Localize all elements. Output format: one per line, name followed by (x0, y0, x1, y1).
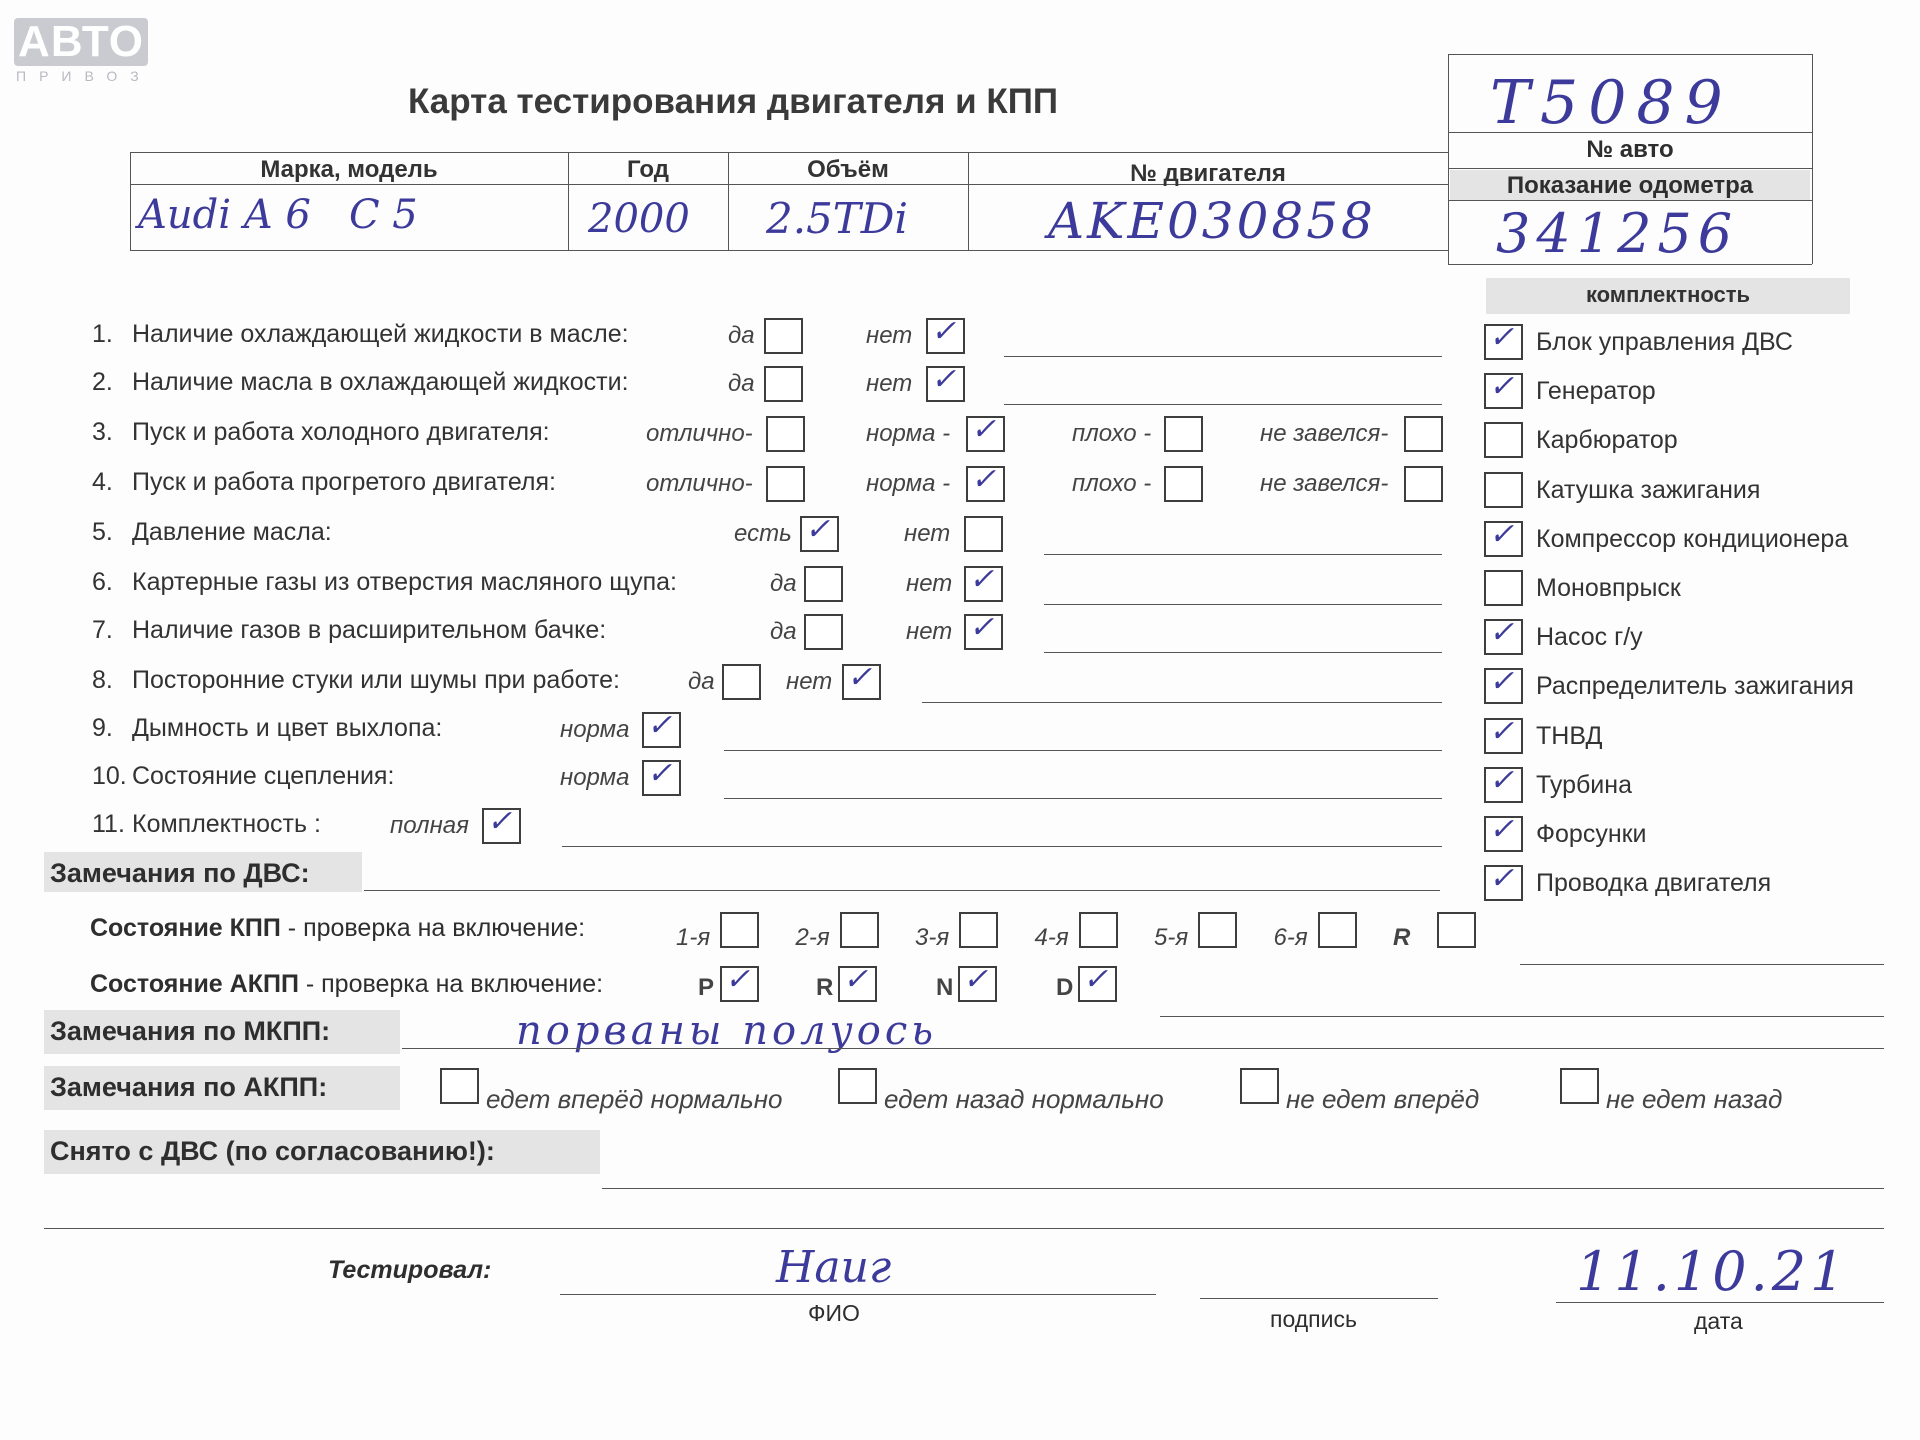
akpp-mode-label: R (816, 974, 834, 1001)
kit-item-label: Моновпрыск (1536, 574, 1681, 602)
check-option-label: норма (560, 716, 630, 743)
check-option-label: нет (906, 570, 953, 597)
akpp-option-label: едет вперёд нормально (486, 1084, 783, 1114)
gear-box[interactable] (840, 912, 879, 948)
check-option-box[interactable] (800, 512, 839, 552)
engine-number-value: AKE030858 (1048, 192, 1376, 250)
akpp-mode-box[interactable] (720, 962, 759, 1002)
mkpp-notes-value: порваны полуось (516, 1008, 937, 1054)
kit-checkbox[interactable] (1484, 664, 1523, 704)
check-option-box[interactable] (766, 416, 805, 452)
akpp-option-box[interactable] (1240, 1068, 1279, 1104)
check-notes-line[interactable] (724, 798, 1442, 799)
check-question: Комплектность : (132, 810, 321, 838)
check-option-label: да (688, 668, 715, 695)
check-notes-line[interactable] (562, 846, 1442, 847)
kit-checkbox[interactable] (1484, 713, 1523, 754)
check-option-box-mark: ✓ (969, 610, 995, 645)
check-option-label: не завелся- (1260, 470, 1389, 497)
akpp-mode-box-mark: ✓ (725, 962, 751, 997)
check-option-label: нет (786, 668, 833, 695)
check-notes-line[interactable] (1044, 652, 1442, 653)
check-option-box-mark: ✓ (971, 412, 997, 447)
check-number: 8. (92, 666, 113, 694)
check-question: Картерные газы из отверстия масляного щупа: (132, 568, 677, 596)
akpp-mode-label: N (936, 974, 954, 1001)
gear-label: 3-я (915, 924, 950, 951)
check-number: 9. (92, 714, 113, 742)
tester-name-value: Наиг (776, 1242, 892, 1293)
gear-box[interactable] (1198, 912, 1237, 948)
kit-checkbox-mark: ✓ (1489, 516, 1515, 552)
column-header-model: Марка, модель (260, 156, 438, 183)
check-option-box[interactable] (766, 466, 805, 502)
check-option-label: отлично- (646, 470, 753, 497)
kit-item-label: Проводка двигателя (1536, 869, 1772, 898)
akpp-label: Состояние АКПП - проверка на включение: (90, 970, 604, 998)
kit-checkbox-mark: ✓ (1489, 664, 1515, 700)
akpp-option-box[interactable] (440, 1068, 479, 1104)
check-question: Наличие газов в расширительном бачке: (132, 616, 607, 644)
check-option-box[interactable] (804, 614, 843, 650)
akpp-mode-box-mark: ✓ (963, 962, 989, 997)
auto-number-box (1448, 54, 1812, 264)
check-option-box[interactable] (842, 660, 881, 700)
logo-subtitle: ПРИВОЗ (16, 68, 152, 84)
auto-number-label: № авто (1586, 136, 1674, 163)
akpp-option-label: не едет вперёд (1286, 1084, 1480, 1114)
kit-checkbox[interactable] (1484, 762, 1523, 803)
signature-line[interactable] (1200, 1298, 1438, 1299)
check-option-box[interactable] (926, 362, 965, 402)
check-question: Пуск и работа прогретого двигателя: (132, 468, 556, 496)
check-option-box[interactable] (966, 462, 1005, 502)
check-question: Наличие охлаждающей жидкости в масле: (132, 320, 629, 348)
check-option-label: полная (390, 812, 469, 839)
check-notes-line[interactable] (1044, 604, 1442, 605)
kit-item-label: Катушка зажигания (1536, 475, 1761, 504)
removed-label: Снято с ДВС (по согласованию!): (50, 1136, 495, 1166)
check-option-box[interactable] (804, 566, 843, 602)
akpp-mode-box[interactable] (838, 962, 877, 1002)
check-option-box[interactable] (926, 314, 965, 354)
kit-checkbox[interactable] (1484, 516, 1523, 557)
kit-checkbox[interactable] (1484, 861, 1523, 901)
check-number: 4. (92, 468, 113, 496)
check-notes-line[interactable] (922, 702, 1442, 703)
date-label: дата (1694, 1308, 1743, 1334)
odometer-value: 341256 (1496, 202, 1739, 265)
check-option-label: нет (866, 322, 913, 349)
signature-label: подпись (1270, 1306, 1357, 1332)
kit-item-label: Компрессор кондиционера (1536, 524, 1849, 553)
check-option-box-mark: ✓ (931, 362, 957, 397)
check-notes-line[interactable] (724, 750, 1442, 751)
check-option-box-mark: ✓ (971, 462, 997, 497)
check-question: Посторонние стуки или шумы при работе: (132, 666, 620, 694)
kit-item-label: Генератор (1536, 377, 1656, 406)
check-option-box[interactable] (964, 516, 1003, 552)
check-option-label: нет (904, 520, 951, 547)
check-option-box-mark: ✓ (969, 562, 995, 597)
akpp-mode-box-mark: ✓ (843, 962, 869, 997)
vehicle-header-table (130, 152, 1448, 252)
volume-value: 2.5TDi (766, 194, 908, 243)
kit-checkbox[interactable] (1484, 615, 1523, 655)
check-option-label: норма - (866, 470, 951, 497)
check-question: Наличие масла в охлаждающей жидкости: (132, 368, 629, 396)
check-option-label: плохо - (1072, 470, 1152, 497)
check-option-box-mark: ✓ (647, 756, 673, 791)
auto-number-value: T5089 (1490, 68, 1733, 138)
check-option-label: нет (866, 370, 913, 397)
check-question: Пуск и работа холодного двигателя: (132, 418, 550, 446)
kit-title: комплектность (1585, 282, 1751, 307)
kit-item-label: Блок управления ДВС (1536, 328, 1793, 356)
check-notes-line[interactable] (1004, 404, 1442, 405)
gear-box[interactable] (720, 912, 759, 948)
check-option-label: да (770, 570, 797, 597)
akpp-mode-box[interactable] (1078, 962, 1117, 1002)
kit-item-label: ТНВД (1536, 721, 1603, 750)
gear-box[interactable] (1437, 912, 1476, 948)
akpp-mode-label: P (698, 974, 715, 1001)
akpp-option-label: не едет назад (1606, 1084, 1783, 1114)
check-notes-line[interactable] (1044, 554, 1442, 555)
column-header-year: Год (627, 156, 669, 183)
check-option-box-mark: ✓ (805, 512, 831, 547)
gear-box[interactable] (1318, 912, 1357, 948)
check-number: 1. (92, 320, 113, 348)
kit-checkbox[interactable] (1484, 570, 1523, 606)
check-option-box[interactable] (1404, 416, 1443, 452)
date-value: 11.10.21 (1576, 1240, 1849, 1303)
gear-label: 6-я (1273, 924, 1308, 951)
kit-checkbox[interactable] (1484, 812, 1523, 852)
check-option-label: норма (560, 764, 630, 791)
model-value: Audi A 6 C 5 (138, 192, 418, 238)
kit-checkbox-mark: ✓ (1489, 762, 1515, 798)
tested-by-label: Тестировал: (328, 1256, 492, 1284)
check-question: Давление масла: (132, 518, 332, 546)
check-question: Дымность и цвет выхлопа: (132, 714, 443, 742)
check-option-label: да (728, 322, 755, 349)
kpp-label: Состояние КПП - проверка на включение: (90, 914, 586, 942)
check-option-box[interactable] (1164, 466, 1203, 502)
column-header-volume: Объём (807, 156, 889, 183)
akpp-mode-label: D (1056, 974, 1074, 1001)
engine-notes-line[interactable] (364, 890, 1440, 891)
page-title: Карта тестирования двигателя и КПП (408, 82, 1059, 121)
kit-checkbox[interactable] (1484, 472, 1523, 508)
odometer-header: Показание одометра (1506, 172, 1754, 199)
check-number: 11. (92, 810, 125, 838)
check-option-box-mark: ✓ (931, 314, 957, 349)
kit-checkbox-mark: ✓ (1489, 615, 1515, 651)
check-number: 10. (92, 762, 127, 790)
check-option-box[interactable] (722, 664, 761, 700)
akpp-option-box[interactable] (1560, 1068, 1599, 1104)
check-option-box[interactable] (642, 756, 681, 796)
fio-label: ФИО (808, 1300, 860, 1326)
check-option-box-mark: ✓ (487, 804, 513, 839)
logo: АВТО (14, 18, 148, 66)
engine-notes-label: Замечания по ДВС: (50, 858, 310, 888)
check-option-box[interactable] (966, 412, 1005, 452)
mkpp-notes-label: Замечания по МКПП: (50, 1016, 331, 1046)
check-option-box[interactable] (764, 366, 803, 402)
akpp-option-label: едет назад нормально (884, 1084, 1164, 1114)
check-option-label: да (770, 618, 797, 645)
check-option-box[interactable] (1404, 466, 1443, 502)
gear-box[interactable] (1079, 912, 1118, 948)
kit-checkbox[interactable] (1484, 369, 1523, 409)
check-option-label: есть (734, 520, 792, 547)
kit-checkbox-mark: ✓ (1489, 812, 1515, 847)
kit-item-label: Распределитель зажигания (1536, 672, 1854, 701)
gear-label: 2-я (795, 924, 830, 951)
kit-item-label: Форсунки (1536, 820, 1647, 848)
kit-item-label: Карбюратор (1536, 426, 1678, 455)
kit-checkbox[interactable] (1484, 422, 1523, 458)
kit-checkbox-mark: ✓ (1489, 861, 1515, 897)
check-option-label: отлично- (646, 420, 753, 447)
check-number: 3. (92, 418, 113, 446)
kit-checkbox[interactable] (1484, 320, 1523, 360)
check-option-label: нет (906, 618, 953, 645)
gear-label: R (1393, 924, 1411, 951)
gear-box[interactable] (959, 912, 998, 948)
check-option-label: не завелся- (1260, 420, 1389, 447)
akpp-mode-box-mark: ✓ (1083, 962, 1109, 997)
year-value: 2000 (588, 196, 690, 242)
akpp-mode-box[interactable] (958, 962, 997, 1002)
gear-label: 5-я (1154, 924, 1189, 951)
check-option-box[interactable] (964, 610, 1003, 650)
check-option-box[interactable] (482, 804, 521, 844)
check-number: 6. (92, 568, 113, 596)
gear-label: 4-я (1034, 924, 1069, 951)
check-notes-line[interactable] (1004, 356, 1442, 357)
check-option-box-mark: ✓ (647, 708, 673, 743)
kit-checkbox-mark: ✓ (1489, 320, 1515, 355)
kit-item-label: Насос г/у (1536, 623, 1643, 652)
check-option-box-mark: ✓ (847, 660, 873, 695)
check-option-label: норма - (866, 420, 951, 447)
check-option-label: да (728, 370, 755, 397)
gear-label: 1-я (676, 924, 711, 951)
check-number: 2. (92, 368, 113, 396)
check-number: 5. (92, 518, 113, 546)
akpp-option-box[interactable] (838, 1068, 877, 1104)
kit-checkbox-mark: ✓ (1489, 369, 1515, 405)
check-number: 7. (92, 616, 113, 644)
kit-checkbox-mark: ✓ (1489, 713, 1515, 749)
check-option-label: плохо - (1072, 420, 1152, 447)
check-option-box[interactable] (1164, 416, 1203, 452)
column-header-engine-number: № двигателя (1130, 160, 1286, 187)
check-option-box[interactable] (764, 318, 803, 354)
kit-item-label: Турбина (1536, 770, 1632, 799)
akpp-notes-label: Замечания по АКПП: (50, 1072, 328, 1102)
check-option-box[interactable] (642, 708, 681, 748)
check-question: Состояние сцепления: (132, 762, 395, 790)
check-option-box[interactable] (964, 562, 1003, 602)
